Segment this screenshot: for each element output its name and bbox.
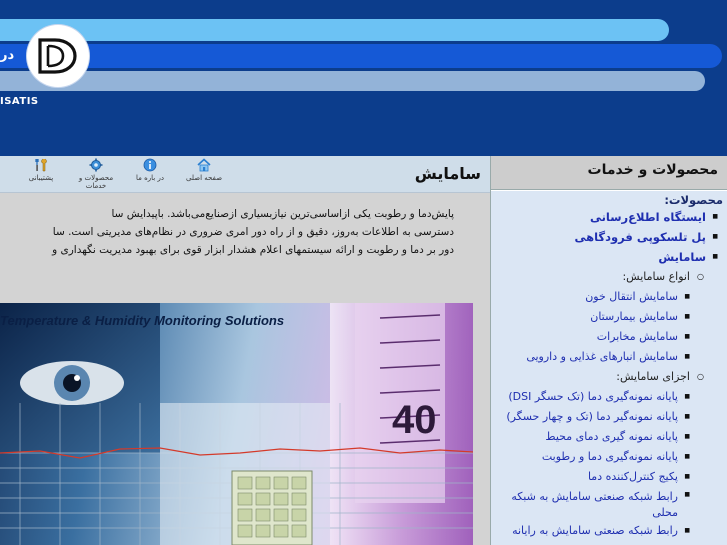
- part-link[interactable]: ■ پکیج کنترل‌کننده دما: [491, 467, 727, 487]
- main-content: [0, 193, 490, 545]
- header-stripe-light: [0, 19, 669, 41]
- sidebar-menu: [491, 191, 727, 545]
- monitoring-banner-image: [0, 303, 473, 545]
- part-link[interactable]: ■ پایانه نمونه گیری دمای محیط: [491, 427, 727, 447]
- header-stripe-pale: [0, 71, 705, 91]
- brand-name: ISATIS: [0, 96, 39, 107]
- nav-about[interactable]: [130, 158, 170, 182]
- company-logo[interactable]: [27, 25, 89, 87]
- product-link-info-station[interactable]: ■ ایستگاه اطلاع‌رسانی: [491, 207, 727, 227]
- site-header: [0, 0, 727, 156]
- intro-line: دور بر دما و رطوبت و ارائه سیستمهای اعلام هشدار ابزار قوی برای بهبود مدیریت نگهداری و: [52, 244, 454, 256]
- gear-icon: [89, 158, 103, 172]
- nav-products-services[interactable]: [66, 158, 126, 190]
- nav-support[interactable]: [24, 158, 58, 182]
- part-link[interactable]: ■ پایانه نمونه‌گیری دما و رطوبت: [491, 447, 727, 467]
- type-link[interactable]: ■ سامایش انبارهای غذایی و دارویی: [491, 347, 727, 367]
- banner-artwork: [0, 303, 473, 545]
- nav-about-label: در باره ما: [136, 174, 164, 182]
- nav-support-label: پشتیبانی: [28, 174, 54, 182]
- intro-text: [0, 205, 454, 259]
- toolbar: [0, 156, 490, 193]
- gauge-number: 40: [392, 398, 437, 442]
- sidebar: [490, 156, 727, 545]
- product-link-samayesh[interactable]: ■ سامایش: [491, 247, 727, 267]
- part-link[interactable]: ■ رابط شبکه صنعتی سامایش به رایانه: [491, 521, 727, 541]
- type-link[interactable]: ■ سامایش بیمارستان: [491, 307, 727, 327]
- type-link[interactable]: ■ سامایش انتقال خون: [491, 287, 727, 307]
- products-label: محصولات:: [664, 193, 723, 207]
- nav-home[interactable]: [180, 158, 228, 182]
- tools-icon: [34, 158, 48, 172]
- banner-title: Temperature & Humidity Monitoring Solutions: [0, 313, 285, 328]
- part-link[interactable]: ■ رابط شبکه صنعتی سامایش به شبکه محلی: [491, 487, 727, 521]
- products-list: [491, 207, 727, 541]
- nav-home-label: صفحه اصلی: [185, 174, 223, 182]
- part-link[interactable]: ■ پایانه نمونه‌گیر دما (تک و چهار حسگر): [491, 407, 727, 427]
- parts-label: ○ اجزای سامایش:: [491, 367, 727, 387]
- type-link[interactable]: ■ سامایش مخابرات: [491, 327, 727, 347]
- part-link[interactable]: ■ پایانه نمونه‌گیری دما (تک حسگر DSI): [491, 387, 727, 407]
- info-icon: [143, 158, 157, 172]
- home-icon: [197, 158, 211, 172]
- sidebar-header: محصولات و خدمات: [491, 156, 727, 190]
- page-title: سامایش: [414, 164, 481, 183]
- header-stripe-blue: [0, 44, 722, 68]
- header-title-fragment: در: [0, 48, 15, 63]
- logo-icon: [37, 37, 79, 75]
- product-link-jet-bridge[interactable]: ■ پل تلسکوپی فرودگاهی: [491, 227, 727, 247]
- intro-line: دسترسی به اطلاعات به‌روز، دقیق و از راه دور امری ضروری در نظام‌های مدیریتی است. سا: [52, 226, 454, 238]
- intro-line: پایش‌دما و رطوبت یکی ازاساسی‌ترین نیازبسیاری ازصنایع‌می‌باشد. باپیدایش سا: [111, 208, 454, 220]
- types-label: ○ انواع سامایش:: [491, 267, 727, 287]
- nav-products-services-label: محصولات و خدمات: [78, 174, 114, 190]
